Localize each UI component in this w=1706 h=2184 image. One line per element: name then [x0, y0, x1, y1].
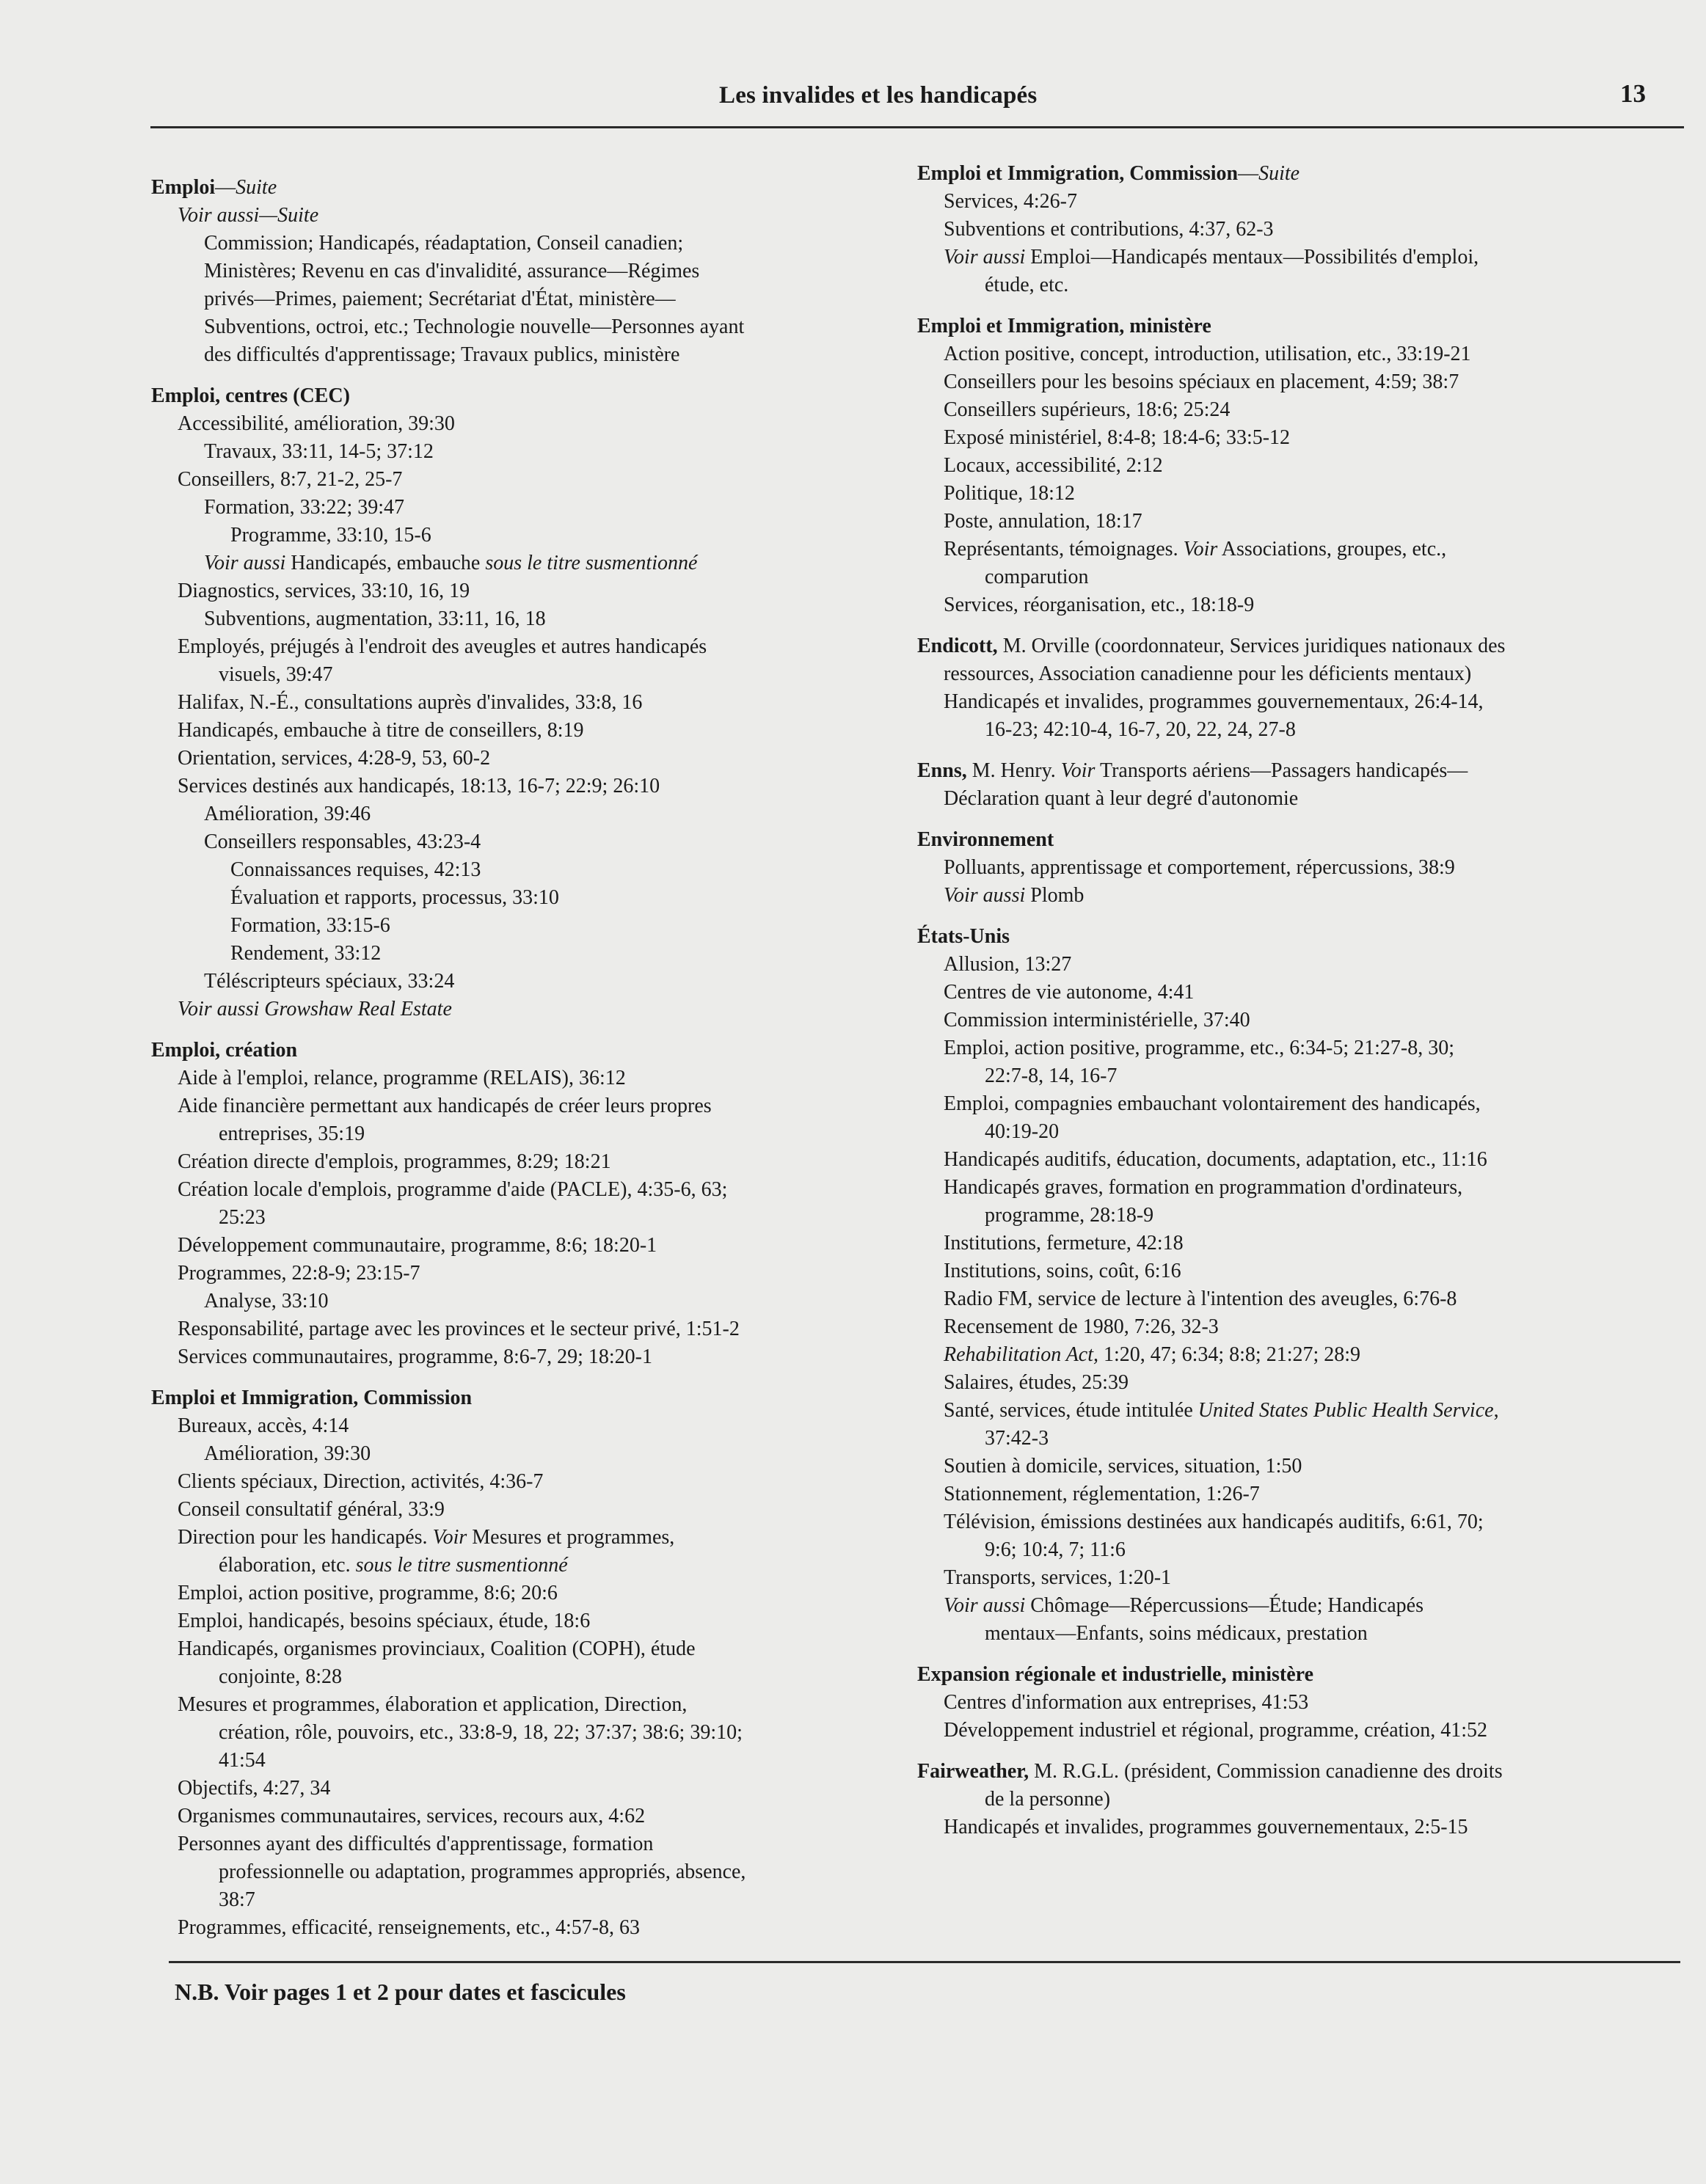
index-subentry	[151, 1468, 892, 1496]
index-subentry	[917, 244, 1680, 271]
index-subentry	[151, 341, 892, 369]
index-heading	[917, 313, 1680, 340]
entry-text: Accessibilité, amélioration, 39:30	[178, 412, 455, 435]
index-heading	[917, 757, 1680, 785]
entry-text: Allusion, 13:27	[944, 953, 1072, 976]
entry-text: Services, réorganisation, etc., 18:18-9	[944, 594, 1255, 616]
index-subentry	[151, 1288, 892, 1315]
index-subentry	[917, 1007, 1680, 1034]
entry-text: Salaires, études, 25:39	[944, 1371, 1129, 1394]
index-subentry	[151, 1120, 892, 1148]
index-subentry	[917, 1814, 1680, 1841]
index-subentry	[917, 1717, 1680, 1745]
index-subentry	[917, 1174, 1680, 1202]
entry-text: 37:42-3	[985, 1427, 1049, 1450]
index-subentry	[151, 258, 892, 285]
index-subentry	[917, 1689, 1680, 1717]
index-subentry	[151, 1064, 892, 1092]
index-subentry	[917, 716, 1680, 744]
entry-text: 16-23; 42:10-4, 16-7, 20, 22, 24, 27-8	[985, 718, 1296, 741]
entry-text: Services, 4:26-7	[944, 190, 1077, 213]
index-subentry	[151, 633, 892, 661]
index-subentry	[151, 1176, 892, 1204]
entry-text: Soutien à domicile, services, situation, 1:50	[944, 1455, 1302, 1478]
entry-text: Transports aériens—Passagers handicapés—	[1095, 759, 1468, 782]
entry-text: Voir	[1183, 538, 1218, 560]
index-subentry	[917, 1034, 1680, 1062]
entry-text: Organismes communautaires, services, recours aux, 4:62	[178, 1805, 646, 1827]
index-subentry	[151, 1691, 892, 1719]
index-subentry	[917, 368, 1680, 396]
entry-text: Ministères; Revenu en cas d'invalidité, assurance—Régimes	[204, 260, 700, 282]
index-heading	[917, 160, 1680, 188]
entry-text: Handicapés graves, formation en programmation d'ordinateurs,	[944, 1176, 1463, 1199]
entry-text: Emploi—Handicapés mentaux—Possibilités d'emploi,	[1025, 246, 1479, 269]
entry-text: États-Unis	[917, 925, 1010, 948]
index-subentry	[151, 884, 892, 912]
entry-text: Fairweather,	[917, 1760, 1029, 1783]
entry-text: Voir aussi—Suite	[178, 204, 319, 227]
index-subentry	[917, 271, 1680, 299]
index-subentry	[151, 1886, 892, 1914]
entry-text: Santé, services, étude intitulée	[944, 1399, 1198, 1422]
index-subentry	[151, 549, 892, 577]
index-subentry	[917, 1285, 1680, 1313]
index-subentry	[151, 800, 892, 828]
entry-text: United States Public Health Service	[1198, 1399, 1494, 1422]
entry-text: Emploi et Immigration, Commission	[151, 1387, 473, 1409]
bottom-rule	[169, 1961, 1680, 1963]
index-subentry	[151, 1579, 892, 1607]
entry-text: M. Henry.	[966, 759, 1061, 782]
entry-text: Déclaration quant à leur degré d'autonomie	[944, 787, 1299, 810]
entry-text: Employés, préjugés à l'endroit des aveugles et autres handicapés	[178, 635, 707, 658]
entry-text: Suite	[1258, 162, 1300, 185]
index-subentry	[917, 1062, 1680, 1090]
entry-text: Chômage—Répercussions—Étude; Handicapés	[1025, 1594, 1424, 1617]
entry-text: Stationnement, réglementation, 1:26-7	[944, 1483, 1260, 1505]
entry-text: Programmes, 22:8-9; 23:15-7	[178, 1262, 420, 1285]
index-subentry	[917, 1425, 1680, 1453]
entry-text: 41:54	[219, 1749, 266, 1772]
index-subentry	[917, 591, 1680, 619]
entry-text: Voir aussi	[944, 884, 1026, 907]
index-subentry	[917, 1536, 1680, 1564]
index-subentry	[917, 1369, 1680, 1397]
entry-text: Mesures et programmes,	[467, 1526, 675, 1549]
entry-text: Exposé ministériel, 8:4-8; 18:4-6; 33:5-12	[944, 426, 1291, 449]
entry-text: Politique, 18:12	[944, 482, 1075, 505]
index-subentry	[151, 1607, 892, 1635]
entry-text: Expansion régionale et industrielle, ministère	[917, 1663, 1314, 1686]
entry-text: Connaissances requises, 42:13	[230, 858, 481, 881]
entry-text: Radio FM, service de lecture à l'intention des aveugles, 6:76-8	[944, 1288, 1457, 1310]
index-subentry	[917, 688, 1680, 716]
entry-text: privés—Primes, paiement; Secrétariat d'État, ministère—	[204, 288, 676, 310]
index-subentry	[151, 1343, 892, 1371]
entry-text: Emploi et Immigration, Commission	[917, 162, 1239, 185]
entry-text: Programmes, efficacité, renseignements, etc., 4:57-8, 63	[178, 1916, 641, 1939]
entry-text: mentaux—Enfants, soins médicaux, prestation	[985, 1622, 1368, 1645]
entry-text: Voir aussi	[204, 552, 286, 574]
index-subentry	[151, 1803, 892, 1830]
entry-text: Formation, 33:22; 39:47	[204, 496, 404, 519]
entry-text: Conseillers pour les besoins spéciaux en placement, 4:59; 38:7	[944, 370, 1459, 393]
page-title: Les invalides et les handicapés	[719, 82, 1038, 109]
entry-text: Télévision, émissions destinées aux handicapés auditifs, 6:61, 70;	[944, 1511, 1484, 1533]
entry-text: sous le titre susmentionné	[355, 1554, 568, 1577]
index-subentry	[151, 577, 892, 605]
page-number: 13	[1620, 79, 1646, 108]
entry-text: Création locale d'emplois, programme d'aide (PACLE), 4:35-6, 63;	[178, 1178, 728, 1201]
index-subentry	[151, 313, 892, 341]
entry-text: étude, etc.	[985, 274, 1069, 296]
entry-text: Conseil consultatif général, 33:9	[178, 1498, 445, 1521]
entry-text: Direction pour les handicapés.	[178, 1526, 433, 1549]
index-subentry	[917, 1592, 1680, 1620]
entry-text: Personnes ayant des difficultés d'apprentissage, formation	[178, 1833, 654, 1855]
entry-text: de la personne)	[985, 1788, 1111, 1811]
index-subentry	[917, 508, 1680, 536]
index-subentry	[917, 424, 1680, 452]
index-subentry	[151, 1747, 892, 1775]
index-subentry	[917, 660, 1680, 688]
entry-text: Orientation, services, 4:28-9, 53, 60-2	[178, 747, 491, 770]
entry-text: Institutions, soins, coût, 6:16	[944, 1260, 1181, 1282]
entry-text: Polluants, apprentissage et comportement, répercussions, 38:9	[944, 856, 1455, 879]
entry-text: comparution	[985, 566, 1089, 588]
entry-text: 1:20, 47; 6:34; 8:8; 21:27; 28:9	[1098, 1343, 1361, 1366]
index-subentry	[151, 522, 892, 549]
entry-text: création, rôle, pouvoirs, etc., 33:8-9, 18, 22; 37:37; 38:6; 39:10;	[219, 1721, 743, 1744]
entry-text: Voir aussi	[944, 246, 1026, 269]
entry-text: Clients spéciaux, Direction, activités, 4:36-7	[178, 1470, 544, 1493]
index-subentry	[151, 940, 892, 968]
entry-text: Associations, groupes, etc.,	[1217, 538, 1447, 560]
entry-text: 9:6; 10:4, 7; 11:6	[985, 1538, 1126, 1561]
entry-text: —	[1238, 162, 1259, 185]
entry-text: Recensement de 1980, 7:26, 32-3	[944, 1315, 1219, 1338]
entry-text: Subventions, octroi, etc.; Technologie nouvelle—Personnes ayant	[204, 315, 745, 338]
index-subentry	[917, 1620, 1680, 1648]
entry-text: Emploi, compagnies embauchant volontairement des handicapés,	[944, 1092, 1481, 1115]
index-subentry	[917, 951, 1680, 979]
entry-text: Handicapés auditifs, éducation, documents, adaptation, etc., 11:16	[944, 1148, 1487, 1171]
entry-text: Voir	[432, 1526, 467, 1549]
entry-text: conjointe, 8:28	[219, 1665, 342, 1688]
index-subentry	[151, 1496, 892, 1524]
index-subentry	[151, 1148, 892, 1176]
right-index-column	[917, 160, 1680, 1841]
entry-text: Emploi, centres (CEC)	[151, 384, 350, 407]
index-subentry	[151, 1830, 892, 1858]
entry-text: Voir aussi Growshaw Real Estate	[178, 998, 452, 1020]
index-subentry	[151, 773, 892, 800]
index-subentry	[151, 1635, 892, 1663]
index-subentry	[151, 745, 892, 773]
index-subentry	[151, 1775, 892, 1803]
entry-text: Emploi, action positive, programme, etc., 6:34-5; 21:27-8, 30;	[944, 1037, 1454, 1059]
entry-text: Handicapés, embauche	[285, 552, 486, 574]
index-subentry	[917, 854, 1680, 882]
index-subentry	[917, 1480, 1680, 1508]
index-heading	[917, 1758, 1680, 1786]
entry-text: Transports, services, 1:20-1	[944, 1566, 1172, 1589]
entry-text: Téléscripteurs spéciaux, 33:24	[204, 970, 455, 993]
index-subentry	[151, 1914, 892, 1942]
index-subentry	[917, 882, 1680, 910]
entry-text: Handicapés, embauche à titre de conseillers, 8:19	[178, 719, 584, 742]
index-subentry	[151, 285, 892, 313]
entry-text: Aide financière permettant aux handicapés de créer leurs propres	[178, 1095, 712, 1117]
entry-text: Enns,	[917, 759, 967, 782]
index-subentry	[917, 1313, 1680, 1341]
entry-text: Création directe d'emplois, programmes, 8:29; 18:21	[178, 1150, 611, 1173]
entry-text: Développement communautaire, programme, 8:6; 18:20-1	[178, 1234, 657, 1257]
entry-text: M. Orville (coordonnateur, Services juridiques nationaux des	[997, 635, 1506, 657]
entry-text: Endicott,	[917, 635, 998, 657]
index-subentry	[151, 494, 892, 522]
entry-text: Commission interministérielle, 37:40	[944, 1009, 1250, 1031]
entry-text: des difficultés d'apprentissage; Travaux publics, ministère	[204, 343, 680, 366]
entry-text: Bureaux, accès, 4:14	[178, 1414, 349, 1437]
entry-text: Centres de vie autonome, 4:41	[944, 981, 1195, 1004]
index-subentry	[917, 480, 1680, 508]
index-subentry	[151, 968, 892, 996]
index-subentry	[151, 912, 892, 940]
entry-text: 22:7-8, 14, 16-7	[985, 1064, 1118, 1087]
index-subentry	[917, 216, 1680, 244]
entry-text: —	[215, 176, 236, 199]
entry-text: Objectifs, 4:27, 34	[178, 1777, 331, 1800]
entry-text: sous le titre susmentionné	[485, 552, 698, 574]
top-rule	[150, 126, 1684, 128]
entry-text: Évaluation et rapports, processus, 33:10	[230, 886, 559, 909]
index-subentry	[151, 856, 892, 884]
entry-text: Emploi	[151, 176, 216, 199]
index-subentry	[917, 1146, 1680, 1174]
index-heading	[917, 632, 1680, 660]
entry-text: 38:7	[219, 1888, 255, 1911]
entry-text: Subventions, augmentation, 33:11, 16, 18	[204, 607, 546, 630]
entry-text: ,	[1493, 1399, 1499, 1422]
entry-text: Travaux, 33:11, 14-5; 37:12	[204, 440, 434, 463]
entry-text: Locaux, accessibilité, 2:12	[944, 454, 1163, 477]
entry-text: Handicapés et invalides, programmes gouvernementaux, 2:5-15	[944, 1816, 1468, 1838]
entry-text: Services destinés aux handicapés, 18:13, 16-7; 22:9; 26:10	[178, 775, 660, 797]
index-subentry	[151, 1232, 892, 1260]
index-subentry	[917, 1118, 1680, 1146]
index-subentry	[151, 1552, 892, 1579]
entry-text: entreprises, 35:19	[219, 1122, 365, 1145]
index-heading	[151, 174, 892, 202]
entry-text: Services communautaires, programme, 8:6-7, 29; 18:20-1	[178, 1345, 652, 1368]
entry-text: Subventions et contributions, 4:37, 62-3	[944, 218, 1274, 241]
entry-text: Centres d'information aux entreprises, 41:53	[944, 1691, 1309, 1714]
index-subentry	[917, 1397, 1680, 1425]
entry-text: Poste, annulation, 18:17	[944, 510, 1142, 533]
entry-text: Rendement, 33:12	[230, 942, 382, 965]
index-subentry	[151, 1412, 892, 1440]
entry-text: Conseillers supérieurs, 18:6; 25:24	[944, 398, 1231, 421]
entry-text: Développement industriel et régional, programme, création, 41:52	[944, 1719, 1487, 1742]
index-subentry	[151, 1524, 892, 1552]
entry-text: Conseillers, 8:7, 21-2, 25-7	[178, 468, 403, 491]
index-subentry	[917, 340, 1680, 368]
entry-text: M. R.G.L. (président, Commission canadienne des droits	[1029, 1760, 1503, 1783]
entry-text: 25:23	[219, 1206, 266, 1229]
entry-text: programme, 28:18-9	[985, 1204, 1154, 1227]
entry-text: Amélioration, 39:46	[204, 803, 371, 825]
entry-text: visuels, 39:47	[219, 663, 333, 686]
index-subentry	[151, 661, 892, 689]
entry-text: professionnelle ou adaptation, programmes appropriés, absence,	[219, 1860, 746, 1883]
index-subentry	[151, 202, 892, 230]
index-subentry	[917, 1341, 1680, 1369]
index-subentry	[917, 1230, 1680, 1257]
index-subentry	[917, 1786, 1680, 1814]
entry-text: Emploi, création	[151, 1039, 298, 1062]
index-heading	[917, 1661, 1680, 1689]
index-subentry	[151, 828, 892, 856]
index-heading	[917, 923, 1680, 951]
entry-text: Emploi et Immigration, ministère	[917, 315, 1211, 337]
entry-text: ressources, Association canadienne pour les déficients mentaux)	[944, 662, 1472, 685]
index-subentry	[917, 1257, 1680, 1285]
index-heading	[151, 1384, 892, 1412]
index-subentry	[151, 1440, 892, 1468]
entry-text: Halifax, N.-É., consultations auprès d'invalides, 33:8, 16	[178, 691, 643, 714]
left-index-column	[151, 174, 892, 1942]
index-subentry	[151, 410, 892, 438]
index-subentry	[151, 438, 892, 466]
entry-text: Diagnostics, services, 33:10, 16, 19	[178, 580, 470, 602]
entry-text: Représentants, témoignages.	[944, 538, 1184, 560]
entry-text: Institutions, fermeture, 42:18	[944, 1232, 1184, 1254]
index-subentry	[151, 1719, 892, 1747]
index-heading	[151, 382, 892, 410]
entry-text: Voir aussi	[944, 1594, 1026, 1617]
entry-text: Formation, 33:15-6	[230, 914, 390, 937]
entry-text: Handicapés, organismes provinciaux, Coalition (COPH), étude	[178, 1637, 696, 1660]
index-subentry	[917, 785, 1680, 813]
index-subentry	[151, 1663, 892, 1691]
index-subentry	[917, 1508, 1680, 1536]
entry-text: Environnement	[917, 828, 1054, 851]
index-subentry	[151, 689, 892, 717]
index-subentry	[151, 230, 892, 258]
footnote: N.B. Voir pages 1 et 2 pour dates et fascicules	[175, 1979, 626, 2005]
entry-text: Emploi, action positive, programme, 8:6; 20:6	[178, 1582, 558, 1604]
index-subentry	[151, 605, 892, 633]
index-subentry	[151, 466, 892, 494]
index-heading	[151, 1037, 892, 1064]
index-subentry	[917, 1202, 1680, 1230]
entry-text: Plomb	[1025, 884, 1085, 907]
entry-text: Commission; Handicapés, réadaptation, Conseil canadien;	[204, 232, 684, 255]
index-heading	[917, 826, 1680, 854]
index-subentry	[917, 979, 1680, 1007]
index-subentry	[151, 1315, 892, 1343]
index-subentry	[917, 188, 1680, 216]
index-subentry	[917, 1453, 1680, 1480]
index-subentry	[917, 1564, 1680, 1592]
entry-text: Programme, 33:10, 15-6	[230, 524, 431, 547]
entry-text: Voir	[1060, 759, 1096, 782]
entry-text: Action positive, concept, introduction, utilisation, etc., 33:19-21	[944, 343, 1471, 365]
entry-text: Responsabilité, partage avec les provinces et le secteur privé, 1:51-2	[178, 1318, 740, 1340]
entry-text: Suite	[236, 176, 277, 199]
index-subentry	[917, 563, 1680, 591]
entry-text: Rehabilitation Act,	[944, 1343, 1099, 1366]
index-subentry	[151, 1204, 892, 1232]
entry-text: Conseillers responsables, 43:23-4	[204, 830, 481, 853]
entry-text: Handicapés et invalides, programmes gouvernementaux, 26:4-14,	[944, 690, 1484, 713]
index-subentry	[151, 1092, 892, 1120]
index-subentry	[917, 1090, 1680, 1118]
entry-text: Aide à l'emploi, relance, programme (RELAIS), 36:12	[178, 1067, 626, 1089]
entry-text: Emploi, handicapés, besoins spéciaux, étude, 18:6	[178, 1610, 591, 1632]
entry-text: élaboration, etc.	[219, 1554, 356, 1577]
entry-text: Mesures et programmes, élaboration et application, Direction,	[178, 1693, 688, 1716]
index-subentry	[151, 717, 892, 745]
index-subentry	[917, 536, 1680, 563]
index-subentry	[917, 396, 1680, 424]
index-subentry	[151, 1858, 892, 1886]
entry-text: Analyse, 33:10	[204, 1290, 329, 1312]
index-subentry	[151, 996, 892, 1023]
index-subentry	[917, 452, 1680, 480]
entry-text: 40:19-20	[985, 1120, 1060, 1143]
index-subentry	[151, 1260, 892, 1288]
entry-text: Amélioration, 39:30	[204, 1442, 371, 1465]
